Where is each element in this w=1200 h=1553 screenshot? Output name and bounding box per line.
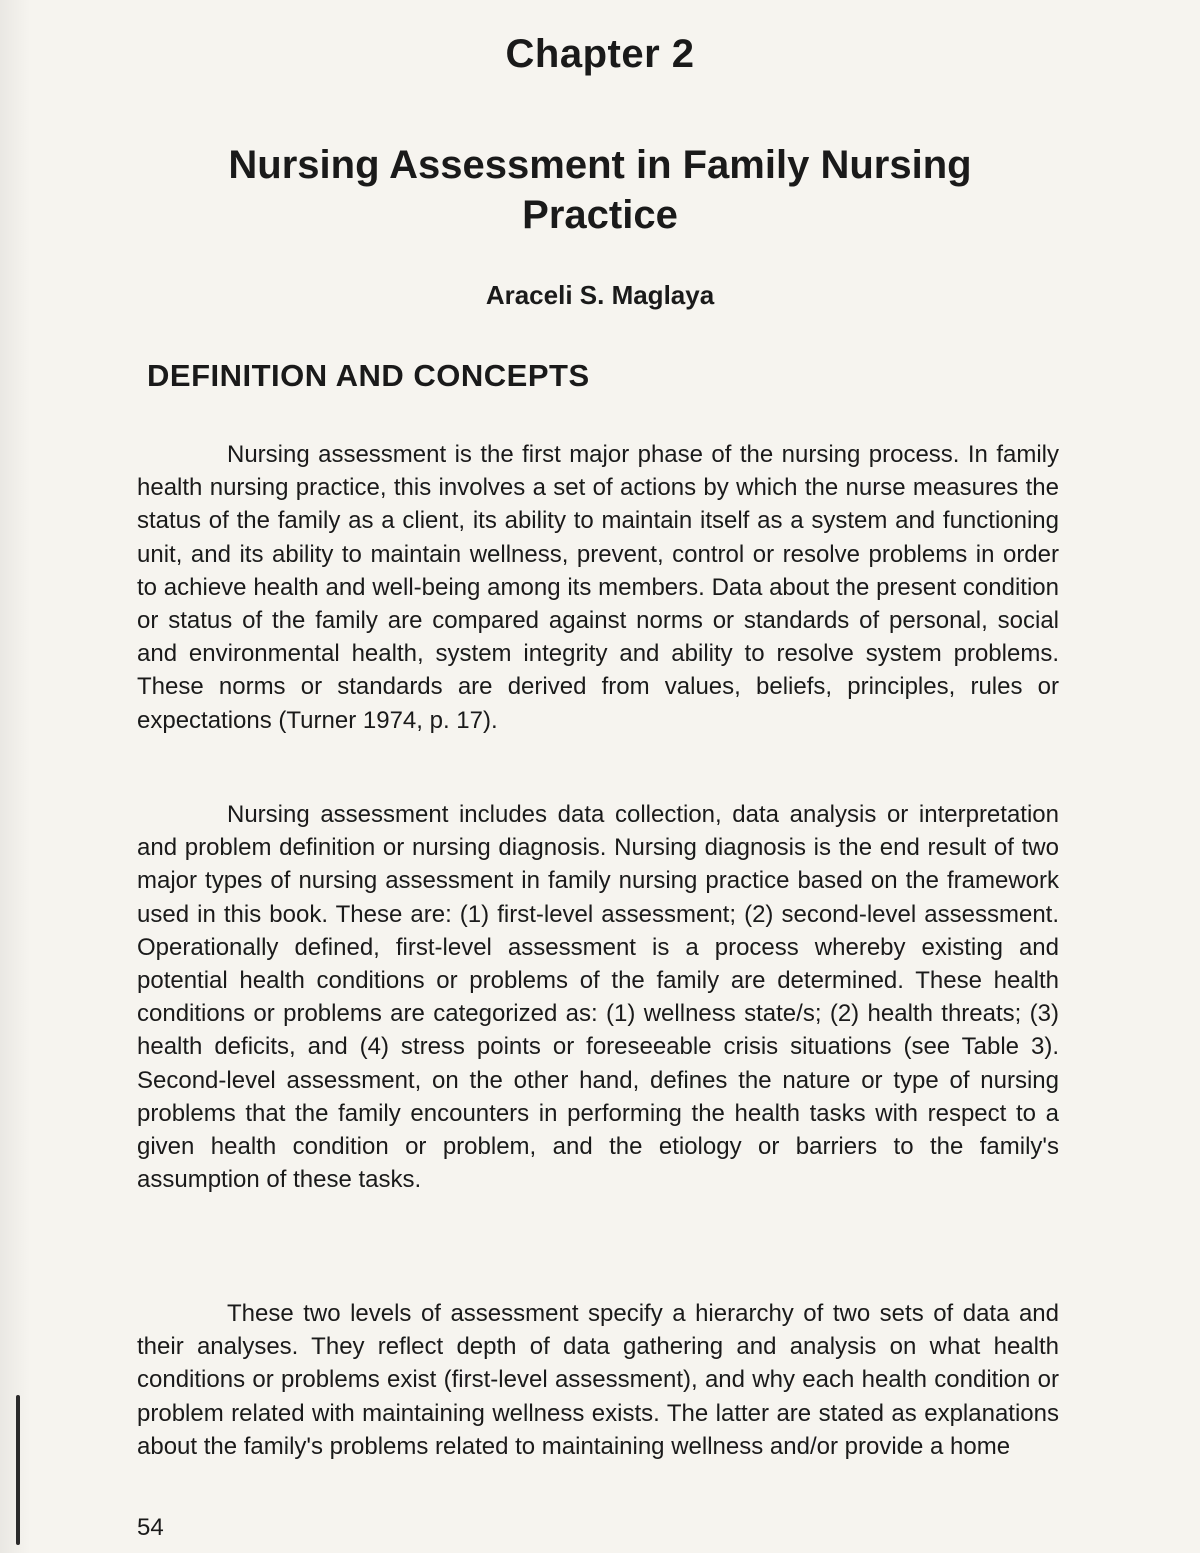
chapter-title: Nursing Assessment in Family Nursing Practice [228,143,972,237]
author-name: Araceli S. Maglaya [485,280,715,310]
section-heading: DEFINITION AND CONCEPTS [147,358,590,393]
binding-edge-mark [16,1395,20,1545]
paragraph-3: These two levels of assessment specify a hierarchy of two sets of data and their analyses. They reflect depth of data gathering and analysis on what health conditions or problems exist (first-level assessment), and why each health condition or problem related with maintaining wellness exists. The latter are stated as explanations about the family's problems related to maintaining wellness and/or provide a home [137,1300,1059,1460]
paragraph-2: Nursing assessment includes data collection, data analysis or interpretation and problem definition or nursing diagnosis. Nursing diagnosis is the end result of two major types of nursing assessment in family nursing practice based on the framework used in this book. These are: (1) first-level assessment; (2) second-level assessment. Operationally defined, first-level assessment is a process whereby existing and potential health conditions or problems of the family are determined. These health conditions or problems are categorized as: (1) wellness state/s; (2) health threats; (3) health deficits, and (4) stress points or foreseeable crisis situations (see Table 3). Second-level assessment, on the other hand, defines the nature or type of nursing problems that the family encounters in performing the health tasks with respect to a given health condition or problem, and the etiology or barriers to the family's assumption of these tasks. [137,801,1059,1194]
paragraph-1: Nursing assessment is the first major phase of the nursing process. In family health nursing practice, this involves a set of actions by which the nurse measures the status of the family as a client, its ability to maintain itself as a system and functioning unit, and its ability to maintain wellness, prevent, control or resolve problems in order to achieve health and well-being among its members. Data about the present condition or status of the family are compared against norms or standards of personal, social and environmental health, system integrity and ability to resolve system problems. These norms or standards are derived from values, beliefs, principles, rules or expectations (Turner 1974, p. 17). [137,441,1059,734]
page-number: 54 [137,1514,164,1541]
chapter-label: Chapter 2 [505,32,695,76]
